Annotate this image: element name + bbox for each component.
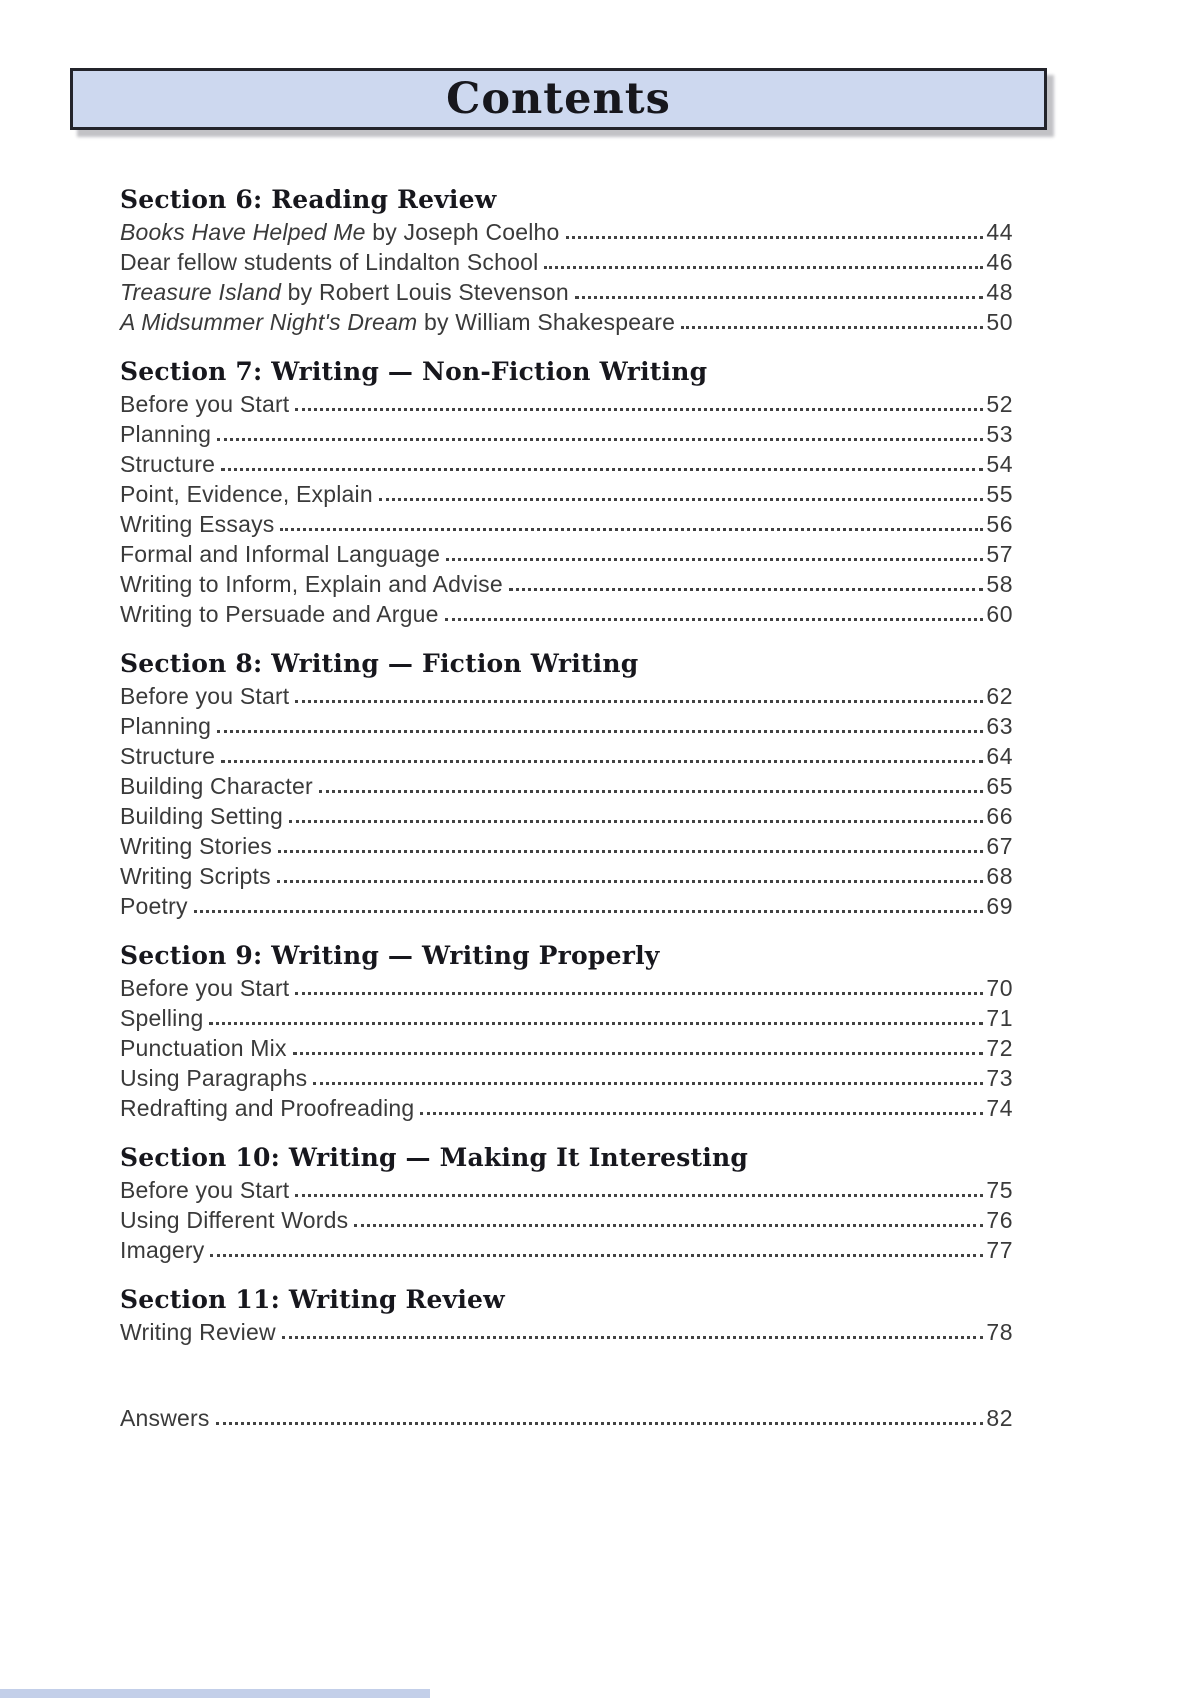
toc-entry-title	[120, 600, 439, 628]
toc-entry-title-italic: Treasure Island	[120, 279, 282, 305]
toc-entry-title-text: Planning	[120, 713, 212, 739]
toc-entry	[120, 1402, 1013, 1432]
toc-entry-title-text: Writing Scripts	[120, 863, 271, 889]
leader-dots	[566, 236, 984, 239]
toc-entry-title	[120, 570, 503, 598]
leader-dots	[217, 730, 983, 733]
page-number: 60	[986, 601, 1013, 627]
toc-entry-title	[120, 1318, 276, 1346]
page-number: 71	[986, 1005, 1013, 1031]
leader-dots	[575, 296, 984, 299]
toc-entry	[120, 508, 1013, 538]
page-number: 68	[986, 863, 1013, 889]
page-number: 70	[986, 975, 1013, 1001]
toc-entry-title	[120, 540, 440, 568]
toc-entry-title	[120, 1094, 414, 1122]
toc-entry	[120, 710, 1013, 740]
toc-entry	[120, 1002, 1013, 1032]
page-number: 48	[986, 279, 1013, 305]
leader-dots	[221, 760, 983, 763]
toc-entry-title	[120, 278, 569, 306]
page-number: 54	[986, 451, 1013, 477]
leader-dots	[295, 1194, 983, 1197]
leader-dots	[446, 558, 983, 561]
toc-entry-title	[120, 450, 215, 478]
toc-entry-title	[120, 1004, 203, 1032]
toc-entry	[120, 770, 1013, 800]
toc-entry	[120, 1032, 1013, 1062]
toc-entry-title	[120, 802, 283, 830]
toc-entry-title-text: Writing Stories	[120, 833, 273, 859]
leader-dots	[289, 820, 983, 823]
leader-dots	[420, 1112, 983, 1115]
leader-dots	[282, 1336, 984, 1339]
section-heading: Section 6: Reading Review	[120, 185, 497, 214]
leader-dots	[295, 408, 983, 411]
leader-dots	[278, 850, 983, 853]
toc-section	[120, 940, 1013, 1122]
leader-dots	[221, 468, 983, 471]
toc-entry-title-italic: Books Have Helped Me	[120, 219, 366, 245]
page-number: 56	[986, 511, 1013, 537]
page-number: 78	[986, 1319, 1013, 1345]
toc-entry-title	[120, 1064, 307, 1092]
toc-entry	[120, 800, 1013, 830]
page-number: 55	[986, 481, 1013, 507]
page-number: 58	[986, 571, 1013, 597]
leader-dots	[544, 266, 983, 269]
toc-entry-title-text: Point, Evidence, Explain	[120, 481, 373, 507]
toc-section	[120, 1284, 1013, 1346]
toc-entry	[120, 306, 1013, 336]
toc-entry	[120, 680, 1013, 710]
toc-entry-title	[120, 218, 560, 246]
toc-entry-title-text: Punctuation Mix	[120, 1035, 287, 1061]
toc-entry-title-text: Poetry	[120, 893, 188, 919]
toc-entry-title-text: Answers	[120, 1405, 210, 1431]
toc-entry-title	[120, 832, 272, 860]
bottom-decor-strip	[0, 1689, 430, 1698]
page-number: 65	[986, 773, 1013, 799]
toc-entry	[120, 276, 1013, 306]
toc-entry-title	[120, 1206, 348, 1234]
toc-entry-title	[120, 892, 188, 920]
section-heading: Section 10: Writing — Making It Interesting	[120, 1143, 749, 1172]
page-number: 52	[986, 391, 1013, 417]
toc-entry-title-text: Structure	[120, 743, 216, 769]
toc-entry-title-text: by Joseph Coelho	[365, 219, 560, 245]
toc-entry-title-text: by Robert Louis Stevenson	[281, 279, 569, 305]
toc-entry-title-text: Writing Essays	[120, 511, 275, 537]
page-number: 50	[986, 309, 1013, 335]
toc-entry-title-text: Building Character	[120, 773, 313, 799]
toc-entry-title	[120, 974, 289, 1002]
section-heading: Section 11: Writing Review	[120, 1285, 505, 1314]
toc-entry	[120, 246, 1013, 276]
toc-entry	[120, 830, 1013, 860]
toc-entry-title	[120, 712, 211, 740]
page-number: 75	[986, 1177, 1013, 1203]
toc-entry	[120, 388, 1013, 418]
toc-entry-title-text: Redrafting and Proofreading	[120, 1095, 415, 1121]
leader-dots	[277, 880, 984, 883]
toc-section	[120, 648, 1013, 920]
toc-entry	[120, 860, 1013, 890]
toc-entry-title-text: Spelling	[120, 1005, 204, 1031]
leader-dots	[379, 498, 984, 501]
leader-dots	[216, 1422, 984, 1425]
toc-entry	[120, 1204, 1013, 1234]
toc-entry-title	[120, 682, 289, 710]
leader-dots	[209, 1022, 983, 1025]
toc-entry	[120, 1092, 1013, 1122]
toc-entry-title-text: Before you Start	[120, 1177, 290, 1203]
leader-dots	[210, 1254, 983, 1257]
toc-entry-title-text: Imagery	[120, 1237, 205, 1263]
leader-dots	[354, 1224, 983, 1227]
toc-entry-title-text: by William Shakespeare	[417, 309, 676, 335]
page-title: Contents	[446, 74, 671, 124]
leader-dots	[295, 992, 983, 995]
leader-dots	[681, 326, 983, 329]
leader-dots	[313, 1082, 983, 1085]
toc-entry-title-text: Using Paragraphs	[120, 1065, 308, 1091]
toc-entry-title-italic: A Midsummer Night's Dream	[120, 309, 418, 335]
page-number: 67	[986, 833, 1013, 859]
toc-entry-title-text: Formal and Informal Language	[120, 541, 441, 567]
toc-entry-title	[120, 308, 675, 336]
toc-entry	[120, 448, 1013, 478]
toc-entry-title	[120, 420, 211, 448]
toc-entry-title	[120, 480, 373, 508]
toc-section	[120, 184, 1013, 336]
toc-entry-title	[120, 742, 215, 770]
leader-dots	[293, 1052, 984, 1055]
toc-entry-title	[120, 862, 271, 890]
toc-entry-title-text: Before you Start	[120, 391, 290, 417]
toc-entry-title-text: Planning	[120, 421, 212, 447]
toc	[120, 184, 1013, 1432]
page-number: 63	[986, 713, 1013, 739]
toc-entry-title-text: Writing Review	[120, 1319, 276, 1345]
toc-entry-title-text: Structure	[120, 451, 216, 477]
toc-entry-title-text: Before you Start	[120, 975, 290, 1001]
toc-entry	[120, 1062, 1013, 1092]
page-number: 53	[986, 421, 1013, 447]
toc-entry-title-text: Writing to Inform, Explain and Advise	[120, 571, 503, 597]
leader-dots	[194, 910, 984, 913]
toc-entry	[120, 598, 1013, 628]
section-heading: Section 9: Writing — Writing Properly	[120, 941, 660, 970]
leader-dots	[295, 700, 983, 703]
toc-entry-title-text: Building Setting	[120, 803, 284, 829]
leader-dots	[445, 618, 984, 621]
toc-entry	[120, 972, 1013, 1002]
toc-entry	[120, 418, 1013, 448]
leader-dots	[280, 528, 983, 531]
toc-entry-title	[120, 390, 289, 418]
toc-entry	[120, 1174, 1013, 1204]
page-number: 46	[986, 249, 1013, 275]
contents-header-box	[70, 68, 1047, 130]
toc-entry-title	[120, 248, 538, 276]
toc-entry	[120, 890, 1013, 920]
toc-entry	[120, 538, 1013, 568]
toc-entry-title	[120, 1404, 210, 1432]
page-number: 77	[986, 1237, 1013, 1263]
toc-entry-title-text: Using Different Words	[120, 1207, 349, 1233]
page-number: 76	[986, 1207, 1013, 1233]
toc-entry-title-text: Before you Start	[120, 683, 290, 709]
section-heading: Section 7: Writing — Non-Fiction Writing	[120, 357, 708, 386]
toc-entry	[120, 568, 1013, 598]
page-number: 82	[986, 1405, 1013, 1431]
toc-entry-title-text: Writing to Persuade and Argue	[120, 601, 439, 627]
page-number: 57	[986, 541, 1013, 567]
toc-entry	[120, 216, 1013, 246]
toc-entry	[120, 1234, 1013, 1264]
toc-entry	[120, 1316, 1013, 1346]
page-number: 72	[986, 1035, 1013, 1061]
leader-dots	[319, 790, 984, 793]
toc-entry	[120, 478, 1013, 508]
page-number: 64	[986, 743, 1013, 769]
page-number: 62	[986, 683, 1013, 709]
toc-entry-title	[120, 1236, 204, 1264]
leader-dots	[217, 438, 983, 441]
toc-section	[120, 1142, 1013, 1264]
page-number: 74	[986, 1095, 1013, 1121]
toc-entry-title	[120, 1034, 287, 1062]
page-number: 69	[986, 893, 1013, 919]
toc-entry-title	[120, 772, 313, 800]
page-number: 44	[986, 219, 1013, 245]
leader-dots	[509, 588, 984, 591]
page-number: 66	[986, 803, 1013, 829]
toc-entry-title-text: Dear fellow students of Lindalton School	[120, 249, 539, 275]
page-number: 73	[986, 1065, 1013, 1091]
answers-block	[120, 1402, 1013, 1432]
toc-entry-title	[120, 1176, 289, 1204]
toc-entry-title	[120, 510, 274, 538]
section-heading: Section 8: Writing — Fiction Writing	[120, 649, 639, 678]
toc-section	[120, 356, 1013, 628]
toc-entry	[120, 740, 1013, 770]
